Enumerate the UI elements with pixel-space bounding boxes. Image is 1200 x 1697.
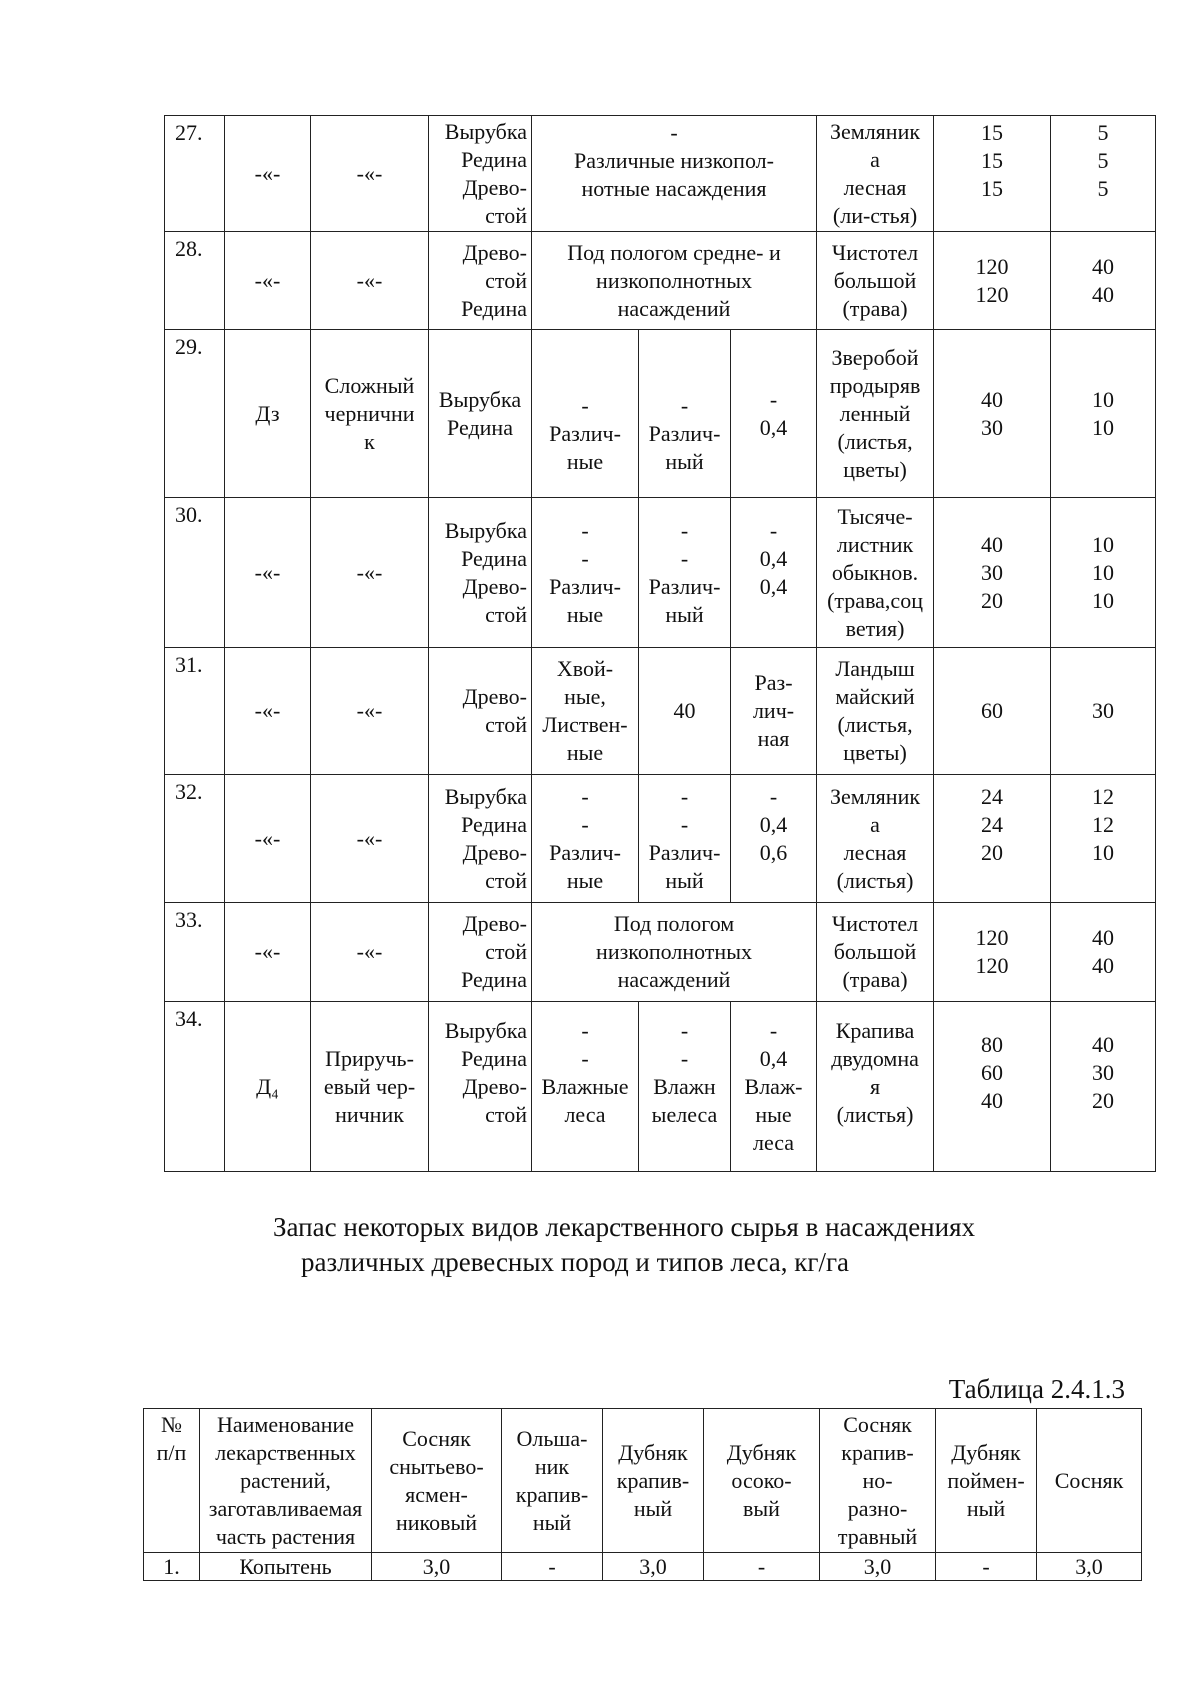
stand-age: - - Различ- ный [639,775,731,903]
stand-age: - - Влажн ыелеса [639,1002,731,1172]
forest-name: -«- [311,498,429,648]
table-row [165,330,1156,498]
header-forest-1: Сосняк снытьево- ясмен- никовый [372,1409,502,1553]
value-2: 5 5 5 [1051,116,1156,232]
row-number: 33. [165,903,225,1002]
stand-description: - Различные низкопол- нотные насаждения [532,116,817,232]
header-forest-3: Дубняк крапив- ный [603,1409,704,1553]
plant-name: Чистотел большой (трава) [817,903,934,1002]
cell-value: 3,0 [820,1553,936,1581]
value-1-top: 120 [975,925,1009,950]
table-row [165,775,1156,903]
row-number: 29. [165,330,225,498]
value-1: 24 24 20 [934,775,1051,903]
value-2: 10 10 10 [1051,498,1156,648]
stand-species: Хвой- ные, Листвен- ные [532,648,639,775]
stand-density: Раз- лич- ная [731,648,817,775]
cut-category: Вырубка Редина Древо- стой [429,1002,532,1172]
cut-category: Вырубка Редина [429,330,532,498]
forest-name: -«- [311,903,429,1002]
table-row [165,648,1156,775]
value-2-top: 40 [1092,925,1115,950]
cut-category: Древо- стой Редина [429,903,532,1002]
header-forest-4: Дубняк осоко- вый [704,1409,820,1553]
plant-name: Крапива двудомна я (листья) [817,1002,934,1172]
caption-line-2: различных древесных пород и типов леса, кг/га [300,1247,849,1277]
row-number: 31. [165,648,225,775]
stand-density: - 0,4 Влаж- ные леса [731,1002,817,1172]
stand-description: Под пологом средне- и низкополнотных насаждений [532,232,817,330]
value-1 [934,903,1051,1002]
value-2-top: 40 [1092,253,1115,279]
stand-species: - - Различ- ные [532,775,639,903]
stand-species: - - Различ- ные [532,498,639,648]
value-1 [934,232,1051,330]
stand-age: 40 [639,648,731,775]
forest-name: -«- [311,232,429,330]
table-row [165,498,1156,648]
forest-type: -«- [225,775,311,903]
stand-age: - - Различ- ный [639,498,731,648]
plant-name: Тысяче- листник обыкнов. (трава,соц ветия) [817,498,934,648]
value-2: 40 30 20 [1051,1002,1156,1172]
header-number: № п/п [144,1409,200,1553]
row-number: 27. [165,116,225,232]
value-2: 10 10 [1051,330,1156,498]
value-1-bottom: 120 [975,281,1009,307]
forest-type: Дз [225,330,311,498]
stand-density: - 0,4 [731,330,817,498]
header-forest-7: Сосняк [1037,1409,1142,1553]
table-number: Таблица 2.4.1.3 [948,1374,1125,1404]
value-1: 40 30 20 [934,498,1051,648]
raw-materials-table [143,1408,1142,1581]
forest-type: -«- [225,648,311,775]
stand-density: - 0,4 0,4 [731,498,817,648]
header-forest-5: Сосняк крапив- но- разно- травный [820,1409,936,1553]
value-2: 12 12 10 [1051,775,1156,903]
row-number: 34. [165,1002,225,1172]
table-row [144,1553,1142,1581]
value-2 [1051,232,1156,330]
forest-name: Сложный чернични к [311,330,429,498]
cell-value: - [502,1553,603,1581]
forest-type: -«- [225,903,311,1002]
forest-type: -«- [225,116,311,232]
cut-category: Вырубка Редина Древо- стой [429,116,532,232]
cell-value: - [704,1553,820,1581]
cut-category: Древо- стой Редина [429,232,532,330]
cell-value: - [936,1553,1037,1581]
forest-name: Приручь- евый чер- ничник [311,1002,429,1172]
cut-category: Древо- стой [429,648,532,775]
stand-density: - 0,4 0,6 [731,775,817,903]
table-row [165,232,1156,330]
value-2-bottom: 40 [1092,281,1115,307]
header-forest-6: Дубняк поймен- ный [936,1409,1037,1553]
value-1-bottom: 120 [975,953,1009,978]
forest-name: -«- [311,116,429,232]
table-row [165,116,1156,232]
value-2-bottom: 40 [1092,953,1115,978]
stand-species: - Различ- ные [532,330,639,498]
row-number: 32. [165,775,225,903]
value-2 [1051,903,1156,1002]
table-header-row [144,1409,1142,1553]
forest-name: -«- [311,648,429,775]
plant-name: Земляник а лесная (ли-стья) [817,116,934,232]
plant-name: Чистотел большой (трава) [817,232,934,330]
forest-type: -«- [225,232,311,330]
cut-category: Вырубка Редина Древо- стой [429,775,532,903]
stand-species: - - Влажные леса [532,1002,639,1172]
value-2: 30 [1051,648,1156,775]
value-1: 80 60 40 [934,1002,1051,1172]
header-plant-name: Наименование лекарственных растений, заготавливаемая часть растения [200,1409,372,1553]
value-1: 60 [934,648,1051,775]
table-row [165,903,1156,1002]
value-1-top: 120 [975,253,1009,279]
stand-age: - Различ- ный [639,330,731,498]
plant-name: Ландыш майский (листья, цветы) [817,648,934,775]
table-row [165,1002,1156,1172]
forest-type: -«- [225,498,311,648]
cut-category: Вырубка Редина Древо- стой [429,498,532,648]
plant-reserves-table [164,115,1156,1172]
table-caption [0,1210,1200,1280]
stand-description: Под пологом низкополнотных насаждений [532,903,817,1002]
header-forest-2: Ольша- ник крапив- ный [502,1409,603,1553]
row-number: 1. [144,1553,200,1581]
cell-value: 3,0 [1037,1553,1142,1581]
row-number: 28. [165,232,225,330]
row-number: 30. [165,498,225,648]
plant-name: Земляник а лесная (листья) [817,775,934,903]
cell-value: 3,0 [372,1553,502,1581]
forest-type: Д₄ [225,1002,311,1172]
forest-name: -«- [311,775,429,903]
plant-name: Копытень [200,1553,372,1581]
caption-line-1: Запас некоторых видов лекарственного сырья в насаждениях [273,1212,975,1242]
cell-value: 3,0 [603,1553,704,1581]
plant-name: Зверобой продыряв ленный (листья, цветы) [817,330,934,498]
value-1: 40 30 [934,330,1051,498]
value-1: 15 15 15 [934,116,1051,232]
